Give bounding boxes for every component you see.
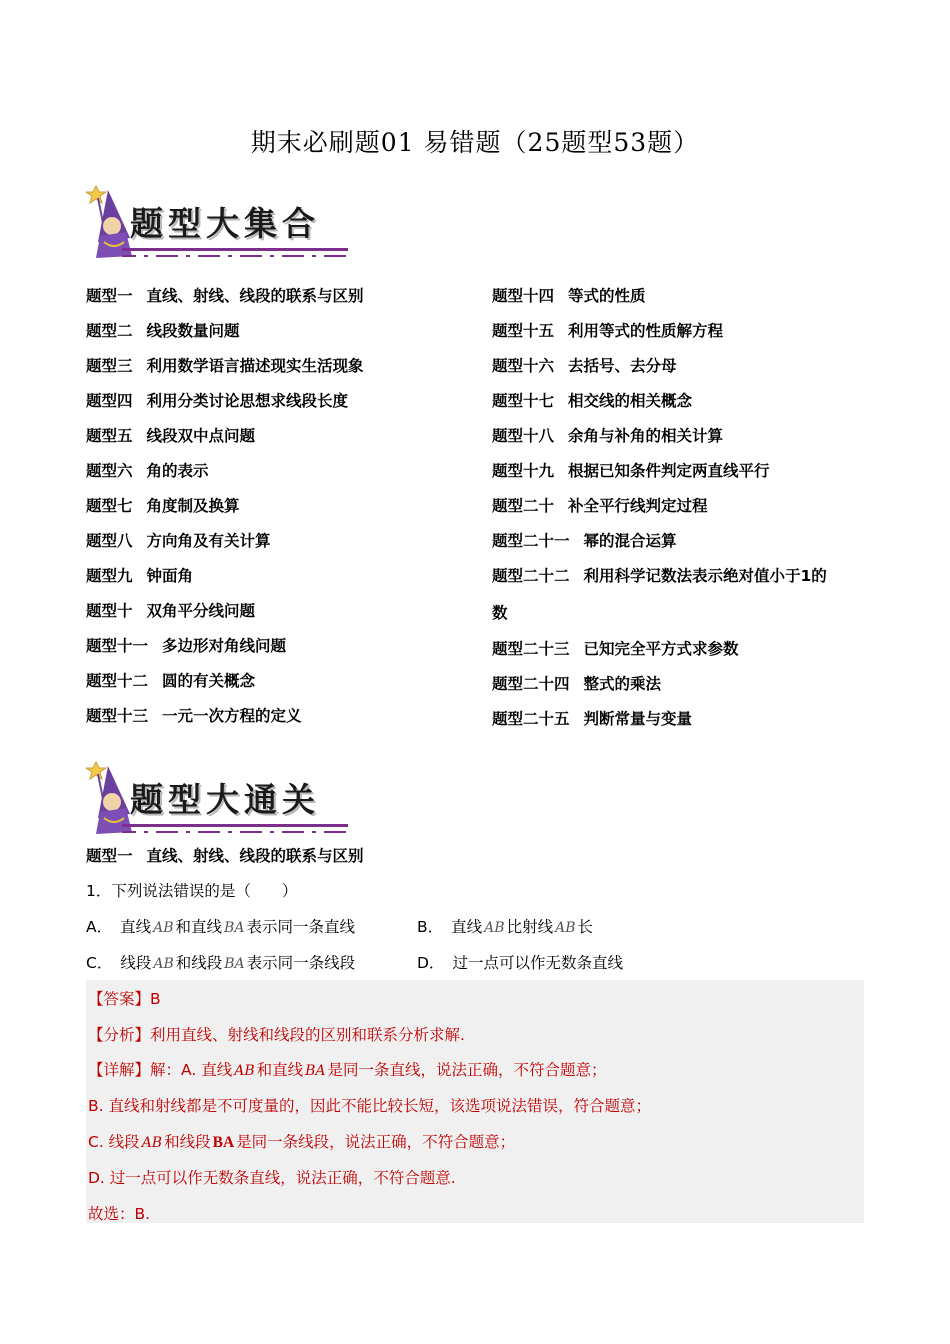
topic-code: 题型二十四 <box>492 675 570 693</box>
topic-item <box>492 279 827 314</box>
topic-code: 题型八 <box>86 532 133 550</box>
topic-name: 判断常量与变量 <box>583 710 693 728</box>
topic-name: 整式的乘法 <box>583 675 662 693</box>
topic-name: 去括号、去分母 <box>568 357 677 375</box>
math-variable: AB <box>141 1135 163 1151</box>
detail-line-3 <box>88 1130 515 1152</box>
option-text: 表示同一条线段 <box>246 954 356 972</box>
option-text: 长 <box>577 918 593 936</box>
topic-name: 一元一次方程的定义 <box>162 707 302 725</box>
topic-name: 方向角及有关计算 <box>146 532 271 550</box>
analysis-text: 利用直线、射线和线段的区别和联系分析求解. <box>150 1026 465 1044</box>
topic-name: 双角平分线问题 <box>146 602 256 620</box>
topic-item <box>492 524 827 559</box>
analysis-tag: 【分析】 <box>88 1026 151 1044</box>
detail-line-1 <box>88 1058 607 1080</box>
topic-name: 利用科学记数法表示绝对值小于1的 <box>583 567 827 585</box>
analysis-line <box>88 1023 465 1045</box>
detail-text: 和线段 <box>164 1133 211 1151</box>
topic-code: 题型十三 <box>86 707 149 725</box>
banner-title: 题型大集合 <box>130 204 320 243</box>
topic-code: 题型四 <box>86 392 133 410</box>
topic-code: 题型五 <box>86 427 133 445</box>
topic-name-continuation: 数 <box>492 604 508 622</box>
banner-title: 题型大通关 <box>130 780 320 819</box>
option-text: 直线 <box>451 918 483 936</box>
answer-value: B <box>150 990 161 1008</box>
topic-item <box>492 559 827 594</box>
section-code: 题型一 <box>86 847 133 865</box>
topic-name: 等式的性质 <box>568 287 646 305</box>
section-name: 直线、射线、线段的联系与区别 <box>146 847 364 865</box>
topic-code: 题型十八 <box>492 427 555 445</box>
option-c <box>86 951 355 973</box>
topic-item <box>492 454 827 489</box>
topic-code: 题型十 <box>86 602 133 620</box>
banner-topic-collection <box>86 180 356 262</box>
topic-name: 钟面角 <box>146 567 194 585</box>
answer-line <box>88 987 161 1009</box>
topic-name: 圆的有关概念 <box>162 672 256 690</box>
topic-item <box>86 594 364 629</box>
detail-text: 是同一条直线，说法正确，不符合题意； <box>327 1061 607 1079</box>
topic-list-left <box>86 279 364 734</box>
banner-topic-practice <box>86 756 356 838</box>
question-stem: 1．下列说法错误的是（ ） <box>86 882 298 900</box>
topic-item <box>492 489 827 524</box>
topic-item <box>492 419 827 454</box>
topic-item <box>86 419 364 454</box>
topic-code: 题型一 <box>86 287 133 305</box>
option-letter: C． <box>86 954 113 972</box>
topic-item <box>86 699 364 734</box>
detail-text: 是同一条线段，说法正确，不符合题意； <box>236 1133 516 1151</box>
topic-item <box>492 384 827 419</box>
topic-item <box>86 559 364 594</box>
page-title: 期末必刷题01 易错题（25题型53题） <box>250 128 700 157</box>
option-text: 和直线 <box>175 918 223 936</box>
topic-code: 题型七 <box>86 497 133 515</box>
topic-code: 题型九 <box>86 567 133 585</box>
option-a <box>86 915 355 937</box>
math-variable: AB <box>555 920 576 936</box>
detail-text: C. 线段 <box>88 1133 140 1151</box>
option-text: 过一点可以作无数条直线 <box>452 954 623 972</box>
topic-item <box>492 349 827 384</box>
topic-name: 余角与补角的相关计算 <box>568 427 724 445</box>
section-heading <box>86 844 364 866</box>
topic-name: 利用分类讨论思想求线段长度 <box>146 392 349 410</box>
topic-item <box>492 632 827 667</box>
detail-line-4: D. 过一点可以作无数条直线，说法正确，不符合题意. <box>88 1169 456 1187</box>
topic-code: 题型十七 <box>492 392 555 410</box>
math-variable: BA <box>305 1063 326 1079</box>
math-variable: AB <box>234 1063 255 1079</box>
math-variable: BA <box>224 956 245 972</box>
topic-name: 线段双中点问题 <box>146 427 256 445</box>
option-text: 比射线 <box>506 918 554 936</box>
topic-code: 题型十五 <box>492 322 555 340</box>
topic-name: 相交线的相关概念 <box>568 392 693 410</box>
topic-list-right <box>492 279 827 737</box>
option-text: 和线段 <box>175 954 223 972</box>
topic-item <box>86 629 364 664</box>
topic-code: 题型二十 <box>492 497 555 515</box>
topic-code: 题型二十一 <box>492 532 570 550</box>
topic-item <box>492 702 827 737</box>
option-text: 直线 <box>120 918 152 936</box>
topic-item <box>86 664 364 699</box>
math-variable: AB <box>153 956 174 972</box>
topic-code: 题型二十三 <box>492 640 570 658</box>
topic-name: 线段数量问题 <box>146 322 240 340</box>
topic-name: 角度制及换算 <box>146 497 240 515</box>
option-letter: D． <box>417 954 445 972</box>
topic-code: 题型三 <box>86 357 133 375</box>
topic-code: 题型二十二 <box>492 567 570 585</box>
topic-name: 角的表示 <box>146 462 209 480</box>
option-b <box>417 915 593 937</box>
option-text: 表示同一条直线 <box>246 918 355 936</box>
conclusion-line: 故选：B. <box>88 1205 151 1223</box>
topic-name: 已知完全平方式求参数 <box>583 640 739 658</box>
topic-code: 题型二十五 <box>492 710 570 728</box>
topic-item <box>492 314 827 349</box>
answer-tag: 【答案】 <box>88 990 151 1008</box>
topic-name: 多边形对角线问题 <box>162 637 287 655</box>
topic-name: 直线、射线、线段的联系与区别 <box>146 287 364 305</box>
math-variable: BA <box>212 1134 235 1151</box>
topic-code: 题型二 <box>86 322 133 340</box>
topic-item <box>86 279 364 314</box>
topic-item <box>86 489 364 524</box>
topic-code: 题型十一 <box>86 637 149 655</box>
detail-line-2: B. 直线和射线都是不可度量的，因此不能比较长短，该选项说法错误，符合题意； <box>88 1097 651 1115</box>
topic-name: 根据已知条件判定两直线平行 <box>568 462 770 480</box>
topic-code: 题型十六 <box>492 357 555 375</box>
math-variable: AB <box>153 920 174 936</box>
topic-item <box>86 454 364 489</box>
math-variable: BA <box>224 920 245 936</box>
topic-name: 利用数学语言描述现实生活现象 <box>146 357 364 375</box>
topic-code: 题型十二 <box>86 672 149 690</box>
option-text: 线段 <box>120 954 152 972</box>
detail-text: 解：A. 直线 <box>150 1061 233 1079</box>
topic-item <box>86 349 364 384</box>
topic-name: 幂的混合运算 <box>583 532 677 550</box>
topic-item <box>492 667 827 702</box>
topic-code: 题型十九 <box>492 462 555 480</box>
option-letter: A． <box>86 918 113 936</box>
detail-tag: 【详解】 <box>88 1061 151 1079</box>
topic-item <box>86 314 364 349</box>
topic-code: 题型六 <box>86 462 133 480</box>
math-variable: AB <box>484 920 505 936</box>
topic-name: 补全平行线判定过程 <box>568 497 708 515</box>
topic-item <box>86 524 364 559</box>
topic-code: 题型十四 <box>492 287 555 305</box>
option-d <box>417 951 623 973</box>
topic-item <box>86 384 364 419</box>
topic-name: 利用等式的性质解方程 <box>568 322 724 340</box>
detail-text: 和直线 <box>256 1061 304 1079</box>
option-letter: B． <box>417 918 444 936</box>
